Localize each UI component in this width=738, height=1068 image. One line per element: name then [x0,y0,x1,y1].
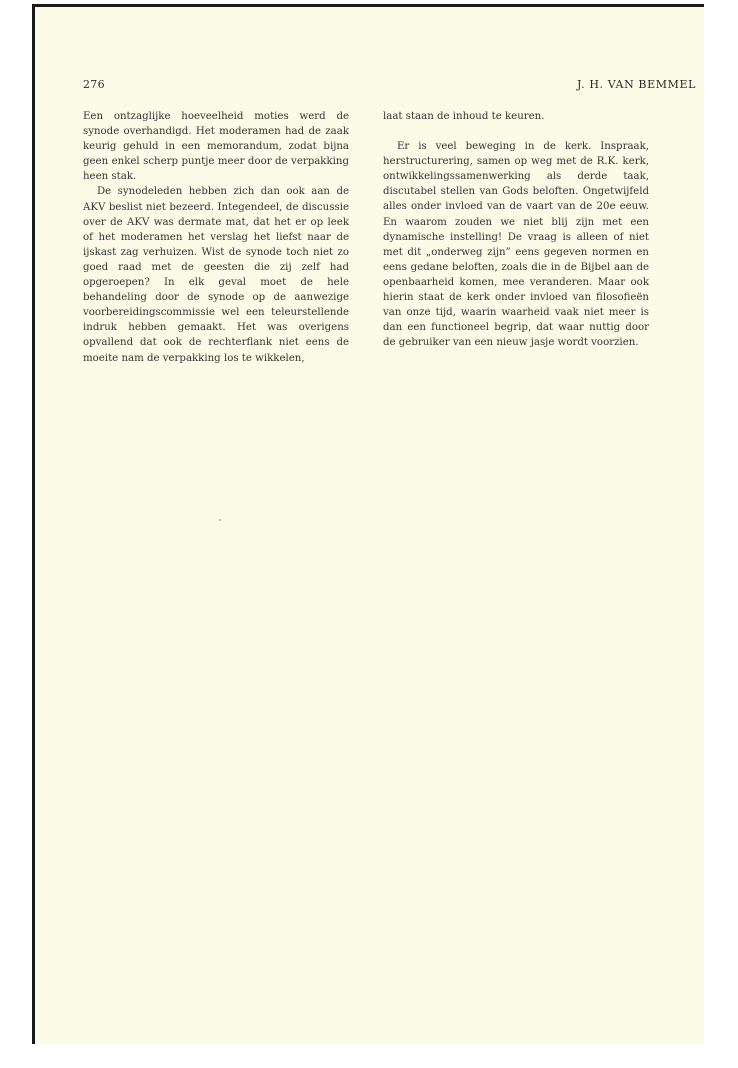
scan-speck [219,519,221,521]
running-head: J. H. VAN BEMMEL [577,78,696,91]
paragraph: De synodeleden hebben zich dan ook aan de AKV beslist niet bezeerd. Integendeel, de discussie over de AKV was dermate mat, dat het er op leek of het moderamen het verslag het liefst naar de ijskast zag verhuizen. Wist de synode toch niet zo goed raad met de geesten die zij zelf had opgeroepen? In elk geval moet de hele behandeling door de synode op de aanwezige voorbereidingscommissie wel een teleurstellende indruk hebben gemaakt. Het was overigens opvallend dat ook de rechterflank niet eens de moeite nam de verpakking los te wikkelen, [83,186,349,364]
page-number: 276 [83,78,105,91]
paragraph: Er is veel beweging in de kerk. Inspraak, herstructurering, samen op weg met de R.K. kerk, ontwikkelingssamenwerking als derde taak, discutabel stellen van Gods beloften. Ongetwijfeld alles onder invloed van de vaart van de 20e eeuw. En waarom zouden we niet blij zijn met een dynamische instelling! De vraag is alleen of niet met dit „onderweg zijn” eens gegeven normen en eens gedane beloften, zoals die in de Bijbel aan de openbaarheid komen, mee veranderen. Maar ook hierin staat de kerk onder invloed van filosofieën van onze tijd, waarin waarheid vaak niet meer is dan een functioneel begrip, dat waar nuttig door de gebruiker van een nieuw jasje wordt voorzien. [383,141,649,349]
paragraph: laat staan de inhoud te keuren. [383,111,545,122]
right-column [383,109,649,350]
paragraph: Een ontzaglijke hoeveelheid moties werd de synode overhandigd. Het moderamen had de zaak keurig gehuld in een memorandum, zodat bijna geen enkel scherp puntje meer door de verpakking heen stak. [83,111,349,183]
left-column [83,109,349,366]
